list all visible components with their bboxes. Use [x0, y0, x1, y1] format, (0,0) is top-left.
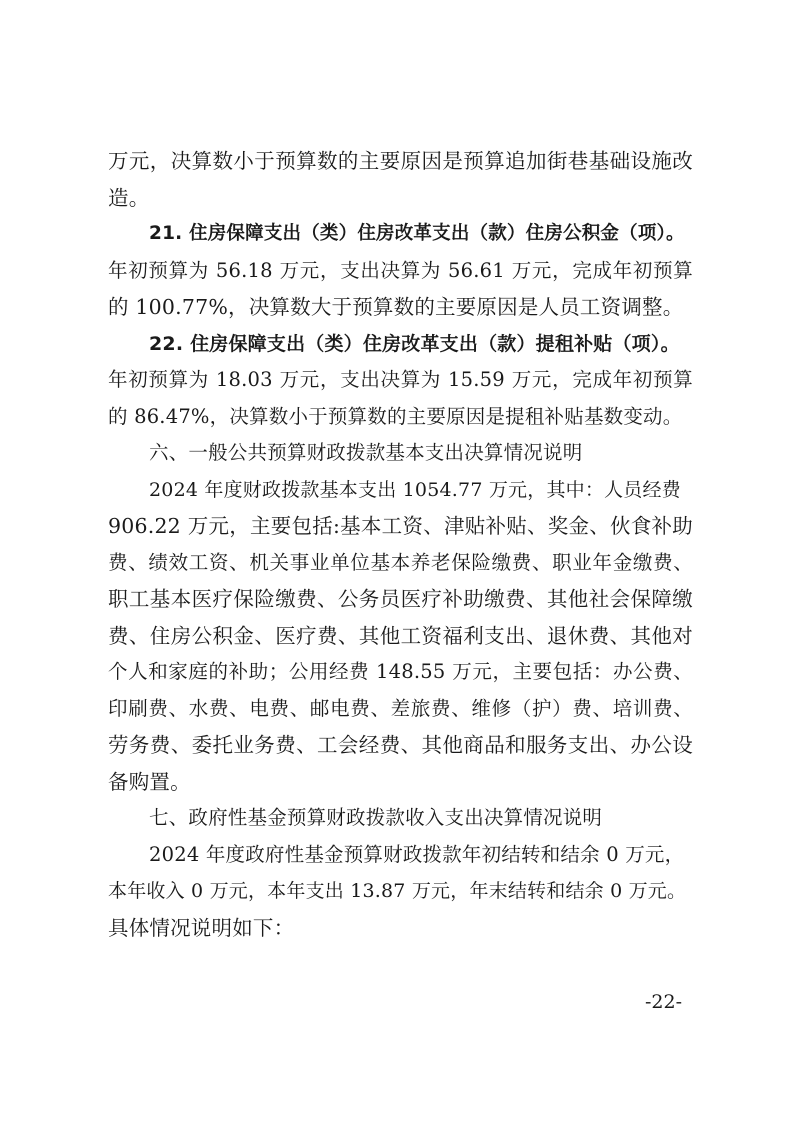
page-number: -22-: [645, 991, 683, 1013]
document-body: [108, 143, 693, 946]
text-line: 具体情况说明如下：: [108, 915, 295, 940]
text-line: 年初预算为 18.03 万元，支出决算为 15.59 万元，完成年初预算: [108, 368, 693, 391]
text-line: 劳务费、委托业务费、工会经费、其他商品和服务支出、办公设: [108, 733, 693, 757]
text-line: 万元，决算数小于预算数的主要原因是预算追加街巷基础设施改: [108, 149, 693, 173]
text-line: 本年收入 0 万元，本年支出 13.87 万元，年末结转和结余 0 万元。: [108, 880, 687, 902]
item-heading-21: 21. 住房保障支出（类）住房改革支出（款）住房公积金（项）。: [149, 223, 685, 244]
section-heading-6: 六、一般公共预算财政拨款基本支出决算情况说明: [149, 441, 583, 464]
text-line: 2024 年度财政拨款基本支出 1054.77 万元，其中：人员经费: [149, 478, 681, 501]
text-line: 费、绩效工资、机关事业单位基本养老保险缴费、职业年金缴费、: [108, 550, 693, 574]
text-line: 的 86.47%，决算数小于预算数的主要原因是提租补贴基数变动。: [108, 404, 683, 428]
text-line: 造。: [108, 185, 150, 210]
text-line: 个人和家庭的补助；公用经费 148.55 万元，主要包括：办公费、: [108, 660, 693, 683]
text-line: 的 100.77%，决算数大于预算数的主要原因是人员工资调整。: [108, 295, 684, 319]
text-line: 备购置。: [108, 769, 191, 794]
text-line: 印刷费、水费、电费、邮电费、差旅费、维修（护）费、培训费、: [108, 696, 693, 720]
item-heading-22: 22. 住房保障支出（类）住房改革支出（款）提租补贴（项）。: [149, 332, 680, 355]
text-line: 费、住房公积金、医疗费、其他工资福利支出、退休费、其他对: [108, 623, 693, 648]
text-line: 年初预算为 56.18 万元，支出决算为 56.61 万元，完成年初预算: [108, 258, 693, 282]
section-heading-7: 七、政府性基金预算财政拨款收入支出决算情况说明: [149, 806, 603, 829]
text-line: 职工基本医疗保险缴费、公务员医疗补助缴费、其他社会保障缴: [108, 587, 693, 611]
text-line: 2024 年度政府性基金预算财政拨款年初结转和结余 0 万元，: [149, 842, 685, 866]
text-line: 906.22 万元，主要包括:基本工资、津贴补贴、奖金、伙食补助: [108, 514, 693, 538]
